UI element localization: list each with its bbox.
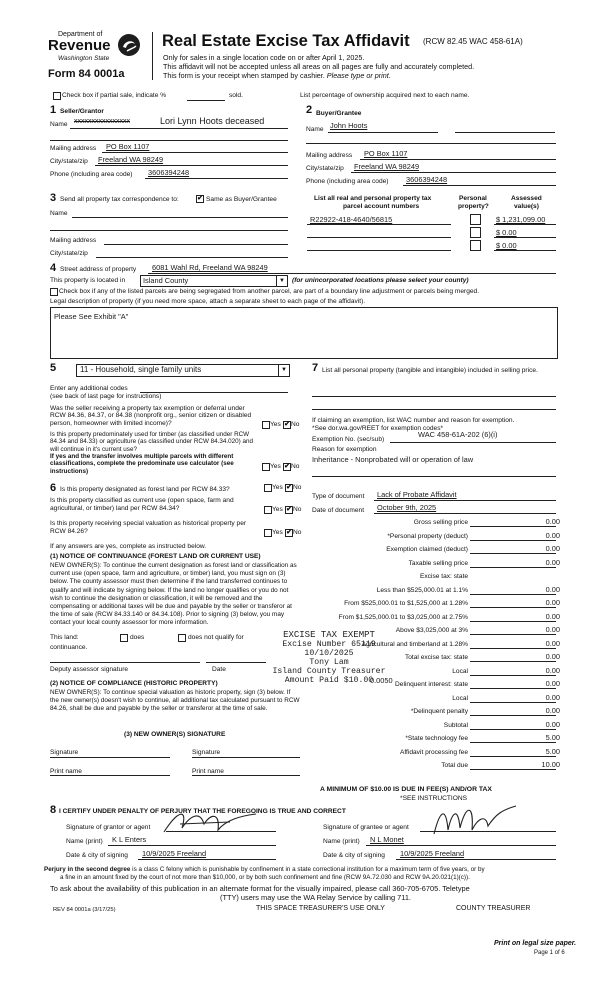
grantor-date-line (138, 859, 276, 860)
forest-q1-yes-checkbox[interactable] (264, 484, 272, 492)
use-q1-yes-label: Yes (270, 421, 281, 428)
located-label: This property is located in (50, 277, 126, 284)
buyer-phone-label: Phone (including area code) (306, 178, 389, 185)
grantor-name-label: Name (print) (66, 838, 103, 845)
seller-mailing-label: Mailing address (50, 145, 97, 152)
use-q1-no-checkbox[interactable]: ✔ (284, 421, 290, 428)
county-note: (for unincorporated locations please select your county) (292, 277, 469, 284)
tax-row-label: Subtotal (443, 722, 468, 729)
owner-print-label-2: Print name (192, 768, 224, 775)
tax-row-line (470, 526, 556, 527)
deputy-signature-label: Deputy assessor signature (50, 666, 129, 673)
county-select[interactable] (140, 275, 288, 287)
correspondence-name-line (72, 217, 288, 218)
county-select-value: Island County (143, 276, 189, 285)
use-q2: Is this property predominately used for timber (as classified under RCW 84.34 and 84.33) or agriculture (as classified under RCW 84.34.020) and will continue in it's current use? (50, 431, 254, 453)
owner-print-line-2 (192, 775, 300, 776)
tax-row-label: Gross selling price (413, 519, 468, 526)
grantee-signature[interactable] (430, 800, 520, 840)
header-divider (152, 32, 153, 80)
tax-row-line (470, 594, 556, 595)
personal-property-number: 7 (312, 362, 319, 374)
seller-city-line (95, 165, 288, 166)
tax-row-label: Above $3,025,000 at 3% (395, 627, 468, 634)
buyer-number: 2 (306, 104, 313, 116)
tax-row-label: Delinquent interest: state (395, 681, 468, 688)
buyer-name-line (328, 132, 438, 133)
tax-row-line (470, 688, 556, 689)
correspondence-mailing-line (104, 244, 288, 245)
street-label: Street address of property (60, 266, 137, 273)
tax-row-value[interactable]: 5.00 (545, 733, 560, 742)
legal-description-field[interactable] (50, 307, 558, 359)
grantor-date-value[interactable]: 10/9/2025 Freeland (142, 849, 207, 858)
seller-phone-value[interactable]: 3606394248 (148, 168, 190, 177)
buyer-name-line-2 (455, 132, 555, 133)
grantee-date-value[interactable]: 10/9/2025 Freeland (400, 849, 465, 858)
form-title: Real Estate Excise Tax Affidavit (162, 32, 410, 50)
owner-print-line-1 (50, 775, 170, 776)
use-q2-yes-label: Yes (270, 463, 281, 470)
tax-row-value[interactable]: 10.00 (541, 760, 560, 769)
stamp-line-5: Island County Treasurer (272, 667, 386, 676)
grantee-name-label: Name (print) (323, 838, 360, 845)
buyer-phone-value[interactable]: 3606394248 (406, 175, 448, 184)
seller-name-line (70, 128, 288, 129)
tax-row-label: Total due (441, 762, 468, 769)
partial-sale-checkbox[interactable] (53, 92, 61, 100)
parcel-row-1-value[interactable]: $ 1,231,099.00 (496, 215, 546, 224)
deputy-date-line (206, 662, 266, 663)
tax-row-label: *Delinquent penalty (410, 708, 468, 715)
owner-signature-line-2 (192, 757, 300, 758)
buyer-mailing-line (360, 159, 556, 160)
tax-row-line (470, 769, 556, 770)
buyer-name-value[interactable]: John Hoots (330, 121, 368, 130)
tax-row-label: Affidavit processing fee (399, 749, 468, 756)
tax-row-value[interactable]: 0.00 (545, 517, 560, 526)
tax-row-label: Local (452, 695, 468, 702)
form-number: Form 84 0001a (48, 68, 125, 80)
grantor-signature-label: Signature of grantor or agent (66, 824, 151, 831)
segregated-checkbox[interactable] (50, 288, 58, 296)
document-type-label: Type of document (312, 493, 365, 500)
continuance-heading: (1) NOTICE OF CONTINUANCE (FOREST LAND OR CURRENT USE) (50, 553, 261, 560)
tax-row-line (470, 553, 556, 554)
buyer-city-line (351, 172, 556, 173)
tax-row-value[interactable]: 0.00 (545, 652, 560, 661)
legal-paper-note: Print on legal size paper. (494, 940, 577, 947)
document-type-value[interactable]: Lack of Probate Affidavit (377, 490, 457, 499)
forest-q1: Is this property designated as forest land per RCW 84.33? (60, 486, 230, 493)
exemption-link[interactable]: *See dor.wa.gov/REET for exemption codes* (312, 425, 444, 432)
local-rate-value: 0.0050 (370, 676, 393, 685)
tax-row-value[interactable]: 0.00 (545, 598, 560, 607)
tax-row-line (470, 702, 556, 703)
deputy-date-label: Date (212, 666, 226, 673)
tax-row-line (470, 715, 556, 716)
parcel-row-1-number[interactable]: R22922-418-4640/56815 (310, 215, 393, 224)
perjury-line-1 (44, 866, 485, 873)
land-use-select-value: 11 - Household, single family units (80, 365, 202, 374)
header-note-3b: Please type or print. (326, 71, 391, 80)
parcel-row-3-personal-checkbox[interactable] (470, 240, 481, 251)
county-treasurer-label: COUNTY TREASURER (456, 905, 531, 912)
parcel-row-2-personal-checkbox[interactable] (470, 227, 481, 238)
tax-row-value[interactable]: 0.00 (545, 706, 560, 715)
perjury-bold: Perjury in the second degree (44, 866, 131, 873)
tax-row-label: From $525,000.01 to $1,525,000 at 1.28% (344, 600, 468, 607)
land-does-not-checkbox[interactable] (178, 634, 186, 642)
grantee-date-line (396, 859, 556, 860)
additional-codes-line (140, 392, 288, 393)
forest-q3-no-checkbox[interactable]: ✔ (286, 529, 292, 536)
tax-row-line (470, 675, 556, 676)
document-date-value[interactable]: October 9th, 2025 (377, 503, 437, 512)
header-note-2: This affidavit will not be accepted unless all areas on all pages are fully and accurately completed. (163, 62, 475, 71)
land-does-not-label: does not qualify for (188, 634, 244, 641)
seller-heading: Seller/Grantor (60, 108, 104, 115)
seller-mailing-value[interactable]: PO Box 1107 (106, 142, 150, 151)
continuance-text: NEW OWNER(S): To continue the current designation as forest land or classification as current use (open space, farm and agriculture, or timber) land, you must sign on (3) below. The county assessor must then determine if the land transferred continues to qualify and will indicate by signing below. If the land no longer qualifies or you do not wish to continue the designation or classification, it will be removed and the compensating or additional taxes will be due and payable by the seller or transferor at the time of sale (RCW 84.33.140 or 84.34.108). Prior to signing (3) below, you may contact your local county assessor for more information. (50, 562, 297, 627)
parcel-col1-header-2: parcel account numbers (343, 203, 420, 210)
document-date-label: Date of document (312, 507, 365, 514)
owner-print-label-1: Print name (50, 768, 82, 775)
tax-row-label: Exemption claimed (deduct) (386, 546, 468, 553)
tax-row-label: From $1,525,000.01 to $3,025,000 at 2.75% (338, 614, 468, 621)
land-does-checkbox[interactable] (120, 634, 128, 642)
buyer-name-label: Name (306, 126, 324, 133)
use-q1-no-label: No (291, 421, 300, 428)
owner-signature-line-1 (50, 757, 170, 758)
historic-heading: (2) NOTICE OF COMPLIANCE (HISTORIC PROPERTY) (50, 680, 218, 687)
use-q1: Was the seller receiving a property tax exemption or deferral under RCW 84.36, 84.37, or 84.38 (nonprofit org., senior citizen or disabled person, homeowner with limited income)? (50, 405, 252, 427)
tax-row-line (470, 621, 556, 622)
ownership-note: List percentage of ownership acquired next to each name. (300, 92, 470, 99)
grantee-date-label: Date & city of signing (323, 852, 385, 859)
parcel-row-3-value[interactable]: $ 0.00 (496, 241, 517, 250)
exemption-number-label: Exemption No. (sec/sub) (312, 436, 385, 443)
document-type-line (374, 500, 556, 501)
tax-row-value[interactable]: 0.00 (545, 720, 560, 729)
parcel-row-2-line (307, 237, 451, 238)
tax-row-line (470, 634, 556, 635)
treasurer-use-label: THIS SPACE TREASURER'S USE ONLY (256, 905, 385, 912)
tax-row-line (470, 648, 556, 649)
perjury-line-2: a fine in an amount fixed by the court of not more than $10,000, or by both such confinement and fine (RCW 9A.72.030 and RCW 9A.20.021(1)(c)). (60, 874, 470, 881)
same-as-buyer-checkbox[interactable]: ✔ (197, 195, 203, 202)
buyer-heading: Buyer/Grantee (316, 110, 362, 117)
exemption-intro: If claiming an exemption, list WAC number and reason for exemption. (312, 417, 515, 424)
forest-q3-no-label: No (293, 529, 302, 536)
exemption-reason-label: Reason for exemption (312, 446, 377, 453)
segregated-note: Check box if any of the listed parcels are being segregated from another parcel, are part of a boundary line adjustment or parcels being merged. (59, 288, 480, 295)
partial-sale-label: Check box if partial sale, indicate % (62, 92, 167, 99)
forest-if-yes: If any answers are yes, complete as instructed below. (50, 543, 207, 550)
tax-row-label: *Personal property (deduct) (387, 533, 468, 540)
minimum-fee-line-2: *SEE INSTRUCTIONS (400, 795, 468, 802)
correspondence-mailing-label: Mailing address (50, 237, 97, 244)
treasurer-stamp (268, 631, 390, 685)
tax-row-value[interactable]: 0.00 (545, 666, 560, 675)
tax-row-label: Local (452, 668, 468, 675)
wa-logo-icon (116, 32, 142, 58)
correspondence-heading: Send all property tax correspondence to: (60, 196, 179, 203)
parcel-row-1-value-line (494, 224, 556, 225)
form-rcw: (RCW 82.45 WAC 458-61A) (423, 37, 523, 46)
partial-sale-sold: sold. (229, 92, 243, 99)
this-land-label: This land: (50, 634, 79, 641)
grantee-name-value[interactable]: N L Monet (370, 835, 404, 844)
forest-q3-yes-label: Yes (272, 529, 283, 536)
buyer-blank-line (306, 143, 556, 144)
parcel-row-3-line (307, 250, 451, 251)
grantor-name-line (108, 845, 276, 846)
parcel-row-3-value-line (494, 250, 556, 251)
forest-q1-no-checkbox[interactable]: ✔ (286, 484, 292, 491)
chevron-down-icon: ▼ (276, 276, 287, 286)
personal-property-text: List all personal property (tangible and intangible) included in selling price. (322, 367, 538, 374)
seller-phone-label: Phone (including area code) (50, 171, 133, 178)
tax-row-value[interactable]: 0.00 (545, 531, 560, 540)
seller-name-value: Lori Lynn Hoots deceased (160, 116, 265, 126)
correspondence-blank-line (50, 230, 288, 231)
exemption-reason-line (312, 476, 556, 477)
stamp-line-1: EXCISE TAX EXEMPT (283, 630, 375, 640)
tax-row-label: Total excise tax: state (404, 654, 468, 661)
use-q1-yes-checkbox[interactable] (262, 421, 270, 429)
parcel-row-2-value-line (494, 237, 556, 238)
dept-line2: Revenue (48, 37, 111, 54)
forest-q3-yes-checkbox[interactable] (264, 529, 272, 537)
street-value[interactable]: 6081 Wahl Rd, Freeland WA 98249 (152, 263, 268, 272)
parcel-col3-header-1: Assessed (511, 195, 542, 202)
tax-row-label: Less than $525,000.01 at 1.1% (376, 587, 468, 594)
parcel-col2-header-1: Personal (459, 195, 487, 202)
stamp-line-2: Excise Number 65119 (282, 640, 376, 649)
exemption-number-value[interactable]: WAC 458-61A-202 (6)(i) (418, 430, 498, 439)
tax-row-line (470, 742, 556, 743)
forest-q1-no-label: No (293, 484, 302, 491)
seller-city-label: City/state/zip (50, 158, 88, 165)
tax-row-line (470, 756, 556, 757)
street-line (148, 273, 556, 274)
seller-name-label: Name (50, 121, 68, 128)
tax-row-line (470, 607, 556, 608)
header-note-1: Only for sales in a single location code on or after April 1, 2025. (163, 53, 365, 62)
tax-row-value[interactable]: 0.00 (545, 585, 560, 594)
header-note-3 (163, 71, 391, 80)
grantor-date-label: Date & city of signing (66, 852, 128, 859)
parcel-col3-header-2: value(s) (514, 203, 539, 210)
tax-row-value[interactable]: 0.00 (545, 693, 560, 702)
land-does-label: does (130, 634, 145, 641)
new-owner-heading: (3) NEW OWNER(S) SIGNATURE (124, 731, 226, 738)
continuance-label: continuance. (50, 644, 88, 651)
header-note-3a: This form is your receipt when stamped by cashier. (163, 71, 327, 80)
tax-row-value[interactable]: 0.00 (545, 558, 560, 567)
buyer-mailing-label: Mailing address (306, 152, 353, 159)
certify-number: 8 (50, 804, 57, 816)
certify-text: I CERTIFY UNDER PENALTY OF PERJURY THAT THE FOREGOING IS TRUE AND CORRECT (59, 808, 346, 815)
tax-row-line (470, 540, 556, 541)
exemption-number-line (390, 442, 556, 443)
owner-signature-label-1: Signature (50, 749, 79, 756)
tax-row-label: Excise tax: state (419, 573, 468, 580)
tax-row-value[interactable]: 0.00 (545, 639, 560, 648)
use-q2-no-label: No (291, 463, 300, 470)
grantee-signature-line (420, 831, 556, 832)
seller-phone-line (145, 178, 288, 179)
parcel-col1-header-1: List all real and personal property tax (314, 195, 432, 202)
dept-line1: Department of (58, 31, 103, 38)
dept-line3: Washington State (58, 55, 110, 62)
tax-row-value[interactable]: 0.00 (545, 612, 560, 621)
correspondence-city-label: City/state/zip (50, 250, 88, 257)
grantor-name-value[interactable]: K L Enters (112, 835, 147, 844)
perjury-text-1: is a class C felony which is punishable by confinement in a state correctional institution for a maximum term of five years, or by (130, 866, 485, 873)
chevron-down-icon: ▼ (278, 365, 289, 376)
tax-row-label: Taxable selling price (408, 560, 468, 567)
forest-q2: Is this property classified as current use (open space, farm and agricultural, or timber) land per RCW 84.34? (50, 497, 234, 512)
same-as-buyer-label: Same as Buyer/Grantee (206, 196, 277, 203)
seller-mailing-line (102, 152, 288, 153)
personal-property-line-1 (312, 396, 556, 397)
revision-number: REV 84 0001a (3/17/25) (53, 907, 116, 913)
grantor-signature[interactable] (160, 806, 270, 838)
legal-description-value: Please See Exhibit "A" (54, 312, 129, 321)
accessibility-line-2: (TTY) users may use the WA Relay Service by calling 711. (220, 893, 411, 902)
buyer-city-value[interactable]: Freeland WA 98249 (354, 162, 420, 171)
stamp-line-3: 10/10/2025 (304, 649, 354, 658)
forest-q2-no-checkbox[interactable]: ✔ (286, 506, 292, 513)
forest-q2-no-label: No (293, 506, 302, 513)
partial-sale-line (187, 100, 225, 101)
minimum-fee-line-1: A MINIMUM OF $10.00 IS DUE IN FEE(S) AND/OR TAX (320, 786, 492, 793)
deputy-signature-line (50, 662, 200, 663)
tax-row-value[interactable]: 0.00 (545, 625, 560, 634)
land-use-select[interactable] (76, 364, 290, 377)
use-number: 5 (50, 362, 57, 374)
forest-q3: Is this property receiving special valuation as historical property per RCW 84.26? (50, 520, 247, 535)
forest-number: 6 (50, 482, 57, 494)
seller-city-value[interactable]: Freeland WA 98249 (98, 155, 164, 164)
buyer-city-label: City/state/zip (306, 165, 344, 172)
grantee-name-line (366, 845, 556, 846)
forest-q2-yes-checkbox[interactable] (264, 506, 272, 514)
use-q2-no-checkbox[interactable]: ✔ (284, 463, 290, 470)
tax-row-label: Agricultural and timberland at 1.28% (361, 641, 468, 648)
document-date-line (374, 513, 556, 514)
correspondence-city-line (96, 257, 288, 258)
use-q2-yes-checkbox[interactable] (262, 463, 270, 471)
exemption-reason-value[interactable]: Inheritance - Nonprobated will or operation of law (312, 455, 474, 464)
additional-codes-label: Enter any additional codes (50, 385, 128, 392)
legal-label: Legal description of property (if you need more space, attach a separate sheet to each page of the affidavit). (50, 298, 366, 305)
buyer-phone-line (403, 185, 556, 186)
parcel-row-1-personal-checkbox[interactable] (470, 214, 481, 225)
see-back-note: (see back of last page for instructions) (50, 393, 162, 400)
parcel-row-2-value[interactable]: $ 0.00 (496, 228, 517, 237)
seller-name-struck: xxxxxxxxxxxxxxxx (74, 118, 130, 125)
grantee-signature-label: Signature of grantee or agent (323, 824, 409, 831)
page-number: Page 1 of 6 (534, 950, 565, 956)
tax-row-label: *State technology fee (405, 735, 468, 742)
personal-property-line-2 (312, 409, 556, 410)
historic-text: NEW OWNER(S): To continue special valuation as historic property, sign (3) below. If the new owner(s) doesn't wish to continue, all additional tax calculated pursuant to RCW 84.26, shall be due and payable by the seller or transferor at the time of sale. (50, 689, 300, 713)
buyer-mailing-value[interactable]: PO Box 1107 (364, 149, 408, 158)
forest-q2-yes-label: Yes (272, 506, 283, 513)
forest-q1-yes-label: Yes (272, 484, 283, 491)
tax-row-value[interactable]: 0.00 (545, 679, 560, 688)
accessibility-line-1: To ask about the availability of this publication in an alternate format for the visually impaired, please call 360-705-6705. Teletype (50, 884, 470, 893)
tax-row-line (470, 661, 556, 662)
correspondence-number: 3 (50, 192, 57, 204)
tax-row-value[interactable]: 0.00 (545, 544, 560, 553)
owner-signature-label-2: Signature (192, 749, 221, 756)
parcel-row-1-line (307, 224, 451, 225)
seller-number: 1 (50, 104, 57, 116)
stamp-line-4: Tony Lam (309, 658, 349, 667)
seller-blank-line (50, 140, 288, 141)
dor-logo (44, 30, 146, 82)
correspondence-name-label: Name (50, 210, 68, 217)
tax-row-line (470, 729, 556, 730)
use-q2-bold: If yes and the transfer involves multiple parcels with different classifications, complete the predominate use calculator (see instructions) (50, 453, 234, 475)
property-number: 4 (50, 262, 57, 274)
stamp-line-6: Amount Paid $10.00 (284, 676, 374, 685)
tax-row-line (470, 567, 556, 568)
parcel-col2-header-2: property? (458, 203, 489, 210)
grantor-signature-line (166, 831, 276, 832)
tax-row-value[interactable]: 5.00 (545, 747, 560, 756)
